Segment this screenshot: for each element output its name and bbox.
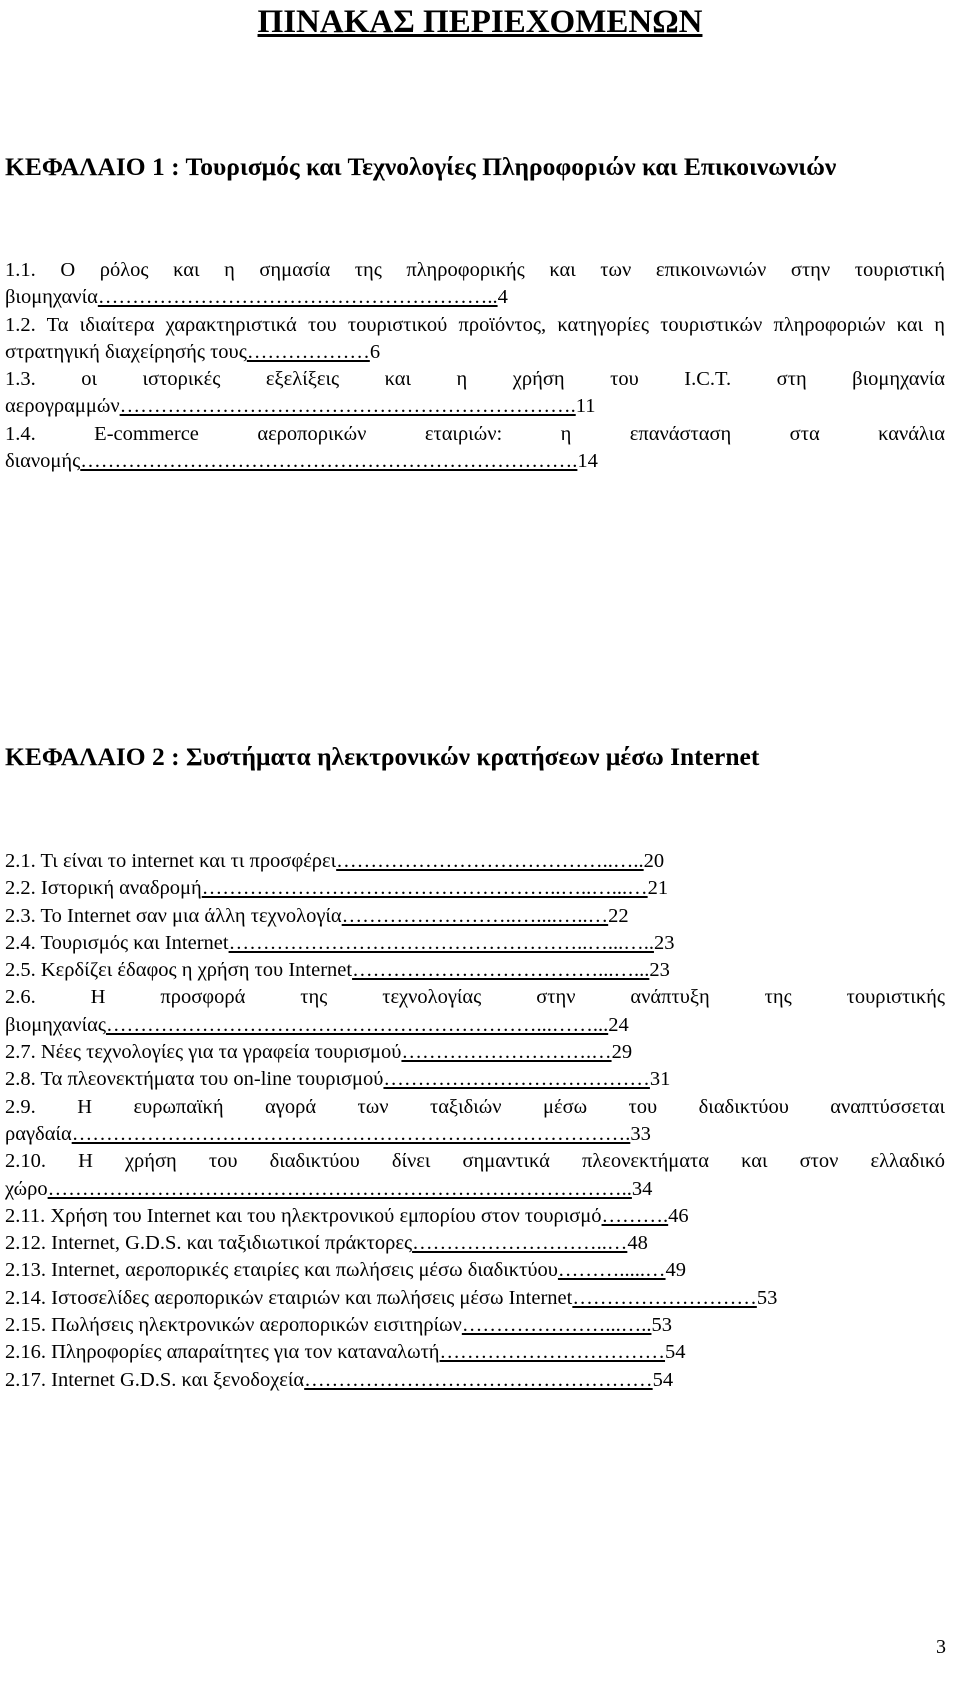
toc-entry[interactable]: [5, 930, 945, 957]
toc-entry-title: 1.3. οι ιστορικές εξελίξεις και η χρήση του I.C.T. στη βιομηχανία αερογραμμών: [5, 368, 945, 418]
toc-leader: ………………………………………………………...……...: [105, 1013, 609, 1036]
toc-entry-title: 2.13. Internet, αεροπορικές εταιρίες και πωλήσεις μέσω διαδικτύου: [5, 1259, 558, 1282]
toc-entry[interactable]: [5, 1066, 945, 1093]
toc-leader: ……………………….…: [401, 1041, 612, 1064]
toc-leader: ………………………..…: [412, 1232, 628, 1255]
chapter-1-heading: ΚΕΦΑΛΑΙΟ 1 : Τουρισμός και Τεχνολογίες Πληροφοριών και Επικοινωνιών: [5, 152, 837, 181]
toc-page-number: 14: [577, 450, 598, 473]
toc-entry[interactable]: [5, 848, 945, 875]
toc-leader: ……………………………………………: [304, 1368, 653, 1391]
toc-entry-title: 2.15. Πωλήσεις ηλεκτρονικών αεροπορικών εισιτηρίων: [5, 1314, 462, 1337]
toc-page-number: 29: [611, 1041, 633, 1064]
toc-leader: ……………………………………………..…...…..: [228, 931, 654, 954]
toc-entry-title: 2.16. Πληροφορίες απαραίτητες για τον καταναλωτή: [5, 1341, 440, 1364]
toc-leader: ……………………..…....…..…: [341, 904, 609, 927]
toc-entry-title: 2.5. Κερδίζει έδαφος η χρήση του Internet: [5, 959, 353, 982]
toc-page-number: 53: [756, 1286, 778, 1309]
toc-page-number: 21: [647, 877, 669, 900]
toc-leader: …………………………………..…..: [336, 850, 644, 872]
toc-entry[interactable]: [5, 312, 945, 367]
toc-entry-title: 1.4. E-commerce αεροπορικών εταιριών: η επανάσταση στα κανάλια διανομής: [5, 422, 945, 473]
toc-entry[interactable]: [5, 957, 945, 984]
toc-entry[interactable]: [5, 1339, 945, 1366]
toc-leader: ………………………………………………………….: [119, 395, 576, 418]
toc-leader: …………………...…..: [461, 1314, 652, 1337]
toc-leader: …………………………………………………………………………..: [47, 1177, 632, 1200]
toc-leader: ……….....…: [557, 1259, 666, 1282]
toc-entry[interactable]: [5, 984, 945, 1039]
toc-leader: ……………………………………………………………….: [80, 450, 578, 473]
toc-entry-title: 2.3. Το Internet σαν μια άλλη τεχνολογία: [5, 904, 342, 927]
toc-entry-title: 2.11. Χρήση του Internet και του ηλεκτρονικού εμπορίου στον τουρισμό: [5, 1204, 602, 1227]
toc-page-number: 31: [649, 1068, 671, 1091]
toc-page-number: 33: [630, 1122, 651, 1145]
toc-entry[interactable]: [5, 1367, 945, 1394]
toc-entry-title: 2.6. Η προσφορά της τεχνολογίας στην ανάπτυξη της τουριστικής βιομηχανίας: [5, 986, 945, 1036]
toc-entry-title: 1.2. Τα ιδιαίτερα χαρακτηριστικά του τουριστικού προϊόντος, κατηγορίες τουριστικών πληροφοριών και η στρατηγική διαχείρησής τους: [5, 313, 945, 363]
toc-page-number: 48: [627, 1232, 648, 1255]
toc-page-number: 34: [631, 1177, 653, 1200]
toc-leader: ………………: [246, 340, 370, 363]
toc-entry[interactable]: [5, 875, 945, 902]
toc-page-number: 11: [575, 395, 596, 418]
toc-entry-title: 2.9. Η ευρωπαϊκή αγορά των ταξιδιών μέσω του διαδικτύου αναπτύσσεται ραγδαία: [5, 1095, 945, 1145]
toc-entry[interactable]: [5, 903, 945, 930]
chapter-1-toc: [5, 257, 945, 475]
toc-leader: ……….: [601, 1204, 669, 1227]
toc-entry[interactable]: [5, 421, 945, 476]
toc-entry-title: 2.8. Τα πλεονεκτήματα του on-line τουρισμού: [5, 1068, 384, 1091]
toc-page-number: 4: [497, 286, 508, 309]
chapter-2-heading: ΚΕΦΑΛΑΙΟ 2 : Συστήματα ηλεκτρονικών κρατήσεων μέσω Internet: [5, 742, 760, 771]
toc-leader: …………………………………: [383, 1068, 650, 1091]
toc-leader: …………………………………………………..: [97, 286, 498, 309]
toc-entry[interactable]: [5, 257, 945, 312]
toc-page-number: 54: [652, 1368, 674, 1391]
toc-leader: ……………………………………………..…..…...…: [201, 877, 648, 900]
toc-leader: ………………………………...…...: [352, 959, 650, 982]
toc-entry[interactable]: [5, 1257, 945, 1284]
toc-page-number: 23: [653, 931, 675, 954]
toc-entry[interactable]: [5, 1285, 945, 1312]
toc-leader: ……………………………: [439, 1341, 666, 1364]
toc-entry[interactable]: [5, 1312, 945, 1339]
toc-page-number: 22: [608, 904, 629, 927]
toc-entry[interactable]: [5, 1203, 945, 1230]
chapter-2-toc: [5, 848, 945, 1394]
toc-entry-title: 2.2. Ιστορική αναδρομή: [5, 877, 202, 900]
toc-page-number: 23: [649, 959, 670, 982]
toc-page-number: 54: [665, 1341, 686, 1364]
toc-page-number: 46: [668, 1204, 689, 1227]
toc-entry-title: 2.17. Internet G.D.S. και ξενοδοχεία: [5, 1368, 305, 1391]
toc-leader: ……………………………………………………………………….: [71, 1122, 631, 1145]
toc-entry[interactable]: [5, 1230, 945, 1257]
toc-page-number: 20: [643, 850, 665, 872]
toc-entry-title: 2.10. Η χρήση του διαδικτύου δίνει σημαντικά πλεονεκτήματα και στον ελλαδικό χώρο: [5, 1150, 945, 1200]
toc-page-number: 24: [608, 1013, 629, 1036]
toc-leader: ………………………: [572, 1286, 757, 1309]
toc-entry[interactable]: [5, 1039, 945, 1066]
toc-entry[interactable]: [5, 1148, 945, 1203]
toc-page-number: 49: [665, 1259, 687, 1282]
toc-entry-title: 2.7. Νέες τεχνολογίες για τα γραφεία τουρισμού: [5, 1041, 402, 1064]
toc-entry-title: 2.1. Τι είναι το internet και τι προσφέρει: [5, 850, 337, 872]
toc-entry-title: 2.14. Ιστοσελίδες αεροπορικών εταιριών και πωλήσεις μέσω Internet: [5, 1286, 573, 1309]
toc-page-number: 53: [651, 1314, 672, 1337]
toc-entry[interactable]: [5, 366, 945, 421]
toc-entry-title: 2.12. Internet, G.D.S. και ταξιδιωτικοί πράκτορες: [5, 1232, 413, 1255]
toc-entry-title: 2.4. Τουρισμός και Internet: [5, 931, 229, 954]
toc-entry[interactable]: [5, 1094, 945, 1149]
page-number: 3: [936, 1636, 946, 1658]
toc-entry-title: 1.1. Ο ρόλος και η σημασία της πληροφορικής και των επικοινωνιών στην τουριστική βιομηχανία: [5, 259, 945, 309]
page-title: ΠΙΝΑΚΑΣ ΠΕΡΙΕΧΟΜΕΝΩΝ: [257, 4, 703, 40]
toc-page-number: 6: [369, 340, 381, 363]
